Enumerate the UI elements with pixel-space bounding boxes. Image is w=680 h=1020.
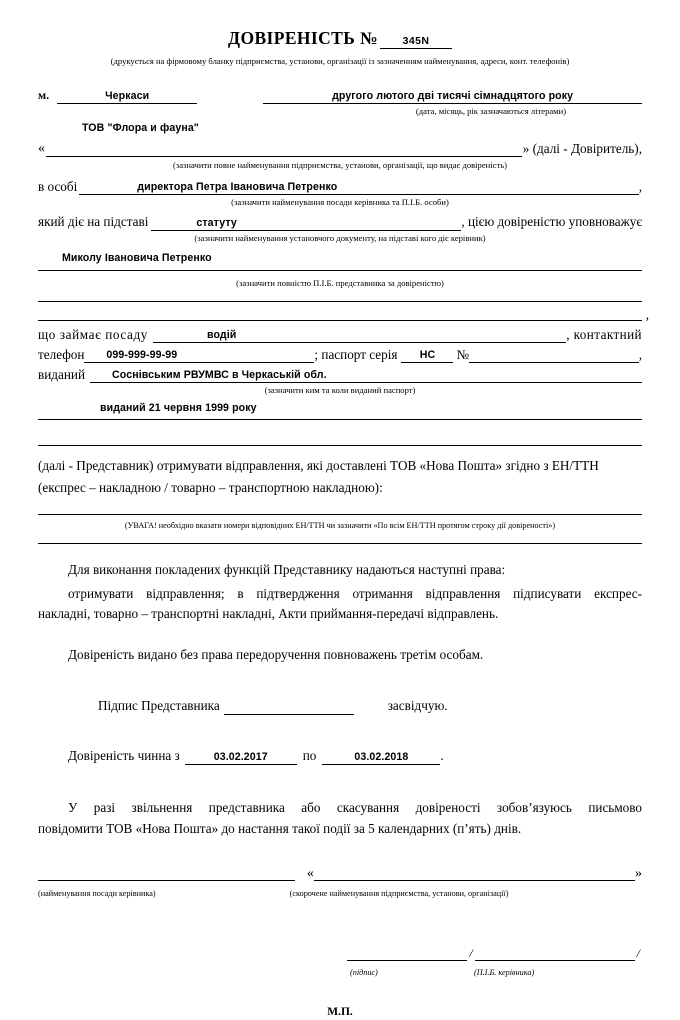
delivery-paragraph-1: (далі - Представник) отримувати відправлення, які доставлені ТОВ «Нова Пошта» згідно з ЕН/ТТН: [38, 458, 599, 474]
en-ttn-line-1[interactable]: [38, 514, 642, 515]
footer-sign-captions-row: [38, 962, 642, 980]
validity-trailing: .: [440, 748, 444, 764]
attorney-field[interactable]: [38, 270, 642, 271]
date-field[interactable]: другого лютого дві тисячі сімнадцятого року: [263, 87, 642, 104]
footer-quote-close: »: [635, 866, 642, 882]
validity-from-field[interactable]: 03.02.2017: [185, 748, 297, 765]
footer-quote-open: «: [306, 866, 314, 882]
representative-signature-field[interactable]: [224, 698, 354, 715]
footer-company-field[interactable]: [314, 864, 635, 881]
footer-captions-row: [38, 883, 642, 901]
phone-label: телефон: [38, 346, 85, 362]
attention-caption: (УВАГА! необхідно вказати номери відповідних ЕН/ТТН чи зазначити «По всім ЕН/ТТН протягом строку дії довіреності»): [124, 520, 556, 530]
no-substitution-text: Довіреність видано без права передоручення повноважень третім особам.: [68, 647, 484, 663]
notice-line-1: У разі звільнення представника або скасування довіреності зобов’язуюсь письмово: [68, 799, 642, 815]
passport-series-field[interactable]: НС: [401, 346, 453, 363]
attorney-extra-line-2[interactable]: [38, 320, 642, 321]
footer-signature-row: [38, 864, 642, 881]
footer-sign-name-row: [38, 944, 642, 961]
footer-name-field[interactable]: [475, 944, 635, 961]
notice-line-2: повідомити ТОВ «Нова Пошта» до настання такої події за 5 календарних (п’ять) днів.: [38, 820, 522, 836]
passport-number-label: №: [456, 346, 470, 362]
representative-of-caption: (зазначити найменування посади керівника та П.І.Б. особи): [231, 197, 449, 208]
attorney-extra-line-1[interactable]: [38, 301, 642, 302]
validity-row: [38, 748, 642, 765]
issued-by-row: [38, 366, 642, 383]
footer-left-caption: (найменування посади керівника): [38, 889, 156, 899]
position-field[interactable]: водій: [153, 326, 566, 343]
signature-prefix: Підпис Представника: [98, 698, 220, 714]
position-label: що займає посаду: [38, 326, 148, 342]
header-caption: (друкується на фірмовому бланку підприємства, установи, організації із зазначенням найменування, адреси, конт. телефонів): [110, 56, 570, 66]
basis-field[interactable]: статуту: [151, 214, 461, 231]
footer-sign-field[interactable]: [347, 944, 467, 961]
principal-caption: (зазначити повне найменування підприємства, установи, організації, що видає довіреність): [172, 160, 508, 171]
issued-date-field[interactable]: [38, 419, 642, 420]
footer-name-caption: (П.І.Б. керівника): [474, 968, 535, 978]
passport-label: ; паспорт серія: [314, 346, 398, 362]
representative-of-label: в особі: [38, 178, 78, 194]
phone-trailing: ,: [638, 346, 642, 362]
phone-field[interactable]: 099-999-99-99: [84, 346, 314, 363]
representative-of-field[interactable]: директора Петра Івановича Петренко: [79, 178, 638, 195]
document-number-field[interactable]: 345N: [380, 36, 452, 49]
footer-slash-2: /: [636, 946, 640, 961]
city-label: м.: [38, 87, 50, 102]
basis-row: [38, 214, 642, 231]
validity-label: Довіреність чинна з: [68, 748, 180, 764]
stamp-mark: М.П.: [327, 1006, 353, 1019]
footer-right-caption: (скорочене найменування підприємства, установи, організації): [289, 889, 509, 899]
principal-company-value[interactable]: ТОВ "Флора и фауна": [82, 122, 199, 135]
principal-company-block: [38, 118, 642, 162]
issued-date-value[interactable]: виданий 21 червня 1999 року: [100, 402, 257, 415]
rights-line-1: отримувати відправлення; в підтвердження отримання відправлення підписувати експрес-: [68, 585, 642, 601]
footer-position-field[interactable]: [38, 864, 295, 881]
en-ttn-line-2[interactable]: [38, 543, 642, 544]
basis-caption: (зазначити найменування установчого документу, на підставі кого діє керівник): [194, 232, 486, 243]
signature-suffix: засвідчую.: [387, 698, 448, 714]
phone-row: [38, 346, 642, 363]
basis-label: який діє на підставі: [38, 214, 149, 230]
footer-sign-caption: (підпис): [350, 968, 378, 978]
representative-of-row: [38, 178, 642, 195]
stamp-mark-row: [38, 1002, 642, 1020]
attorney-trailing-comma: ,: [645, 306, 649, 322]
date-caption: (дата, місяць, рік зазначаються літерами): [415, 105, 567, 116]
validity-to-field[interactable]: 03.02.2018: [322, 748, 440, 765]
issued-by-caption: (зазначити ким та коли виданий паспорт): [264, 385, 416, 396]
quote-open: «: [38, 141, 45, 157]
principal-company-row: [38, 140, 642, 157]
form-body: [38, 87, 649, 1020]
validity-between-label: по: [302, 748, 317, 764]
rights-intro: Для виконання покладених функцій Представнику надаються наступні права:: [68, 561, 506, 577]
signature-row: [38, 698, 642, 715]
issued-by-field[interactable]: Соснівським РВУМВС в Черкаській обл.: [90, 366, 642, 383]
attorney-value[interactable]: Миколу Івановича Петренко: [62, 251, 212, 264]
place-date-row: [38, 87, 642, 104]
footer-slash-1: /: [469, 946, 473, 961]
passport-number-field[interactable]: [469, 346, 639, 363]
attorney-extra-line-2-wrap: [38, 306, 649, 322]
delivery-paragraph-2: (експрес – накладною / товарно – транспортною накладною):: [38, 479, 383, 495]
issued-date-block: [38, 400, 642, 424]
representative-of-trailing: ,: [638, 178, 642, 194]
attorney-block: [38, 250, 642, 276]
principal-company-field[interactable]: [46, 140, 522, 157]
issued-by-label: виданий: [38, 366, 86, 382]
rights-line-2: накладні, товарно – транспортні накладні, Акти приймання-передачі відправлень.: [38, 606, 499, 622]
position-trailing: , контактний: [566, 326, 642, 342]
principal-suffix: » (далі - Довіритель),: [522, 140, 642, 156]
position-row: [38, 326, 642, 343]
attorney-caption: (зазначити повністю П.І.Б. представника за довіреністю): [236, 277, 444, 288]
document-title-row: [0, 0, 680, 49]
issued-extra-line[interactable]: [38, 445, 642, 446]
city-field[interactable]: Черкаси: [57, 87, 197, 104]
basis-trailing: , цією довіреністю уповноважує: [461, 214, 642, 230]
page-title: ДОВІРЕНІСТЬ №: [228, 28, 378, 48]
